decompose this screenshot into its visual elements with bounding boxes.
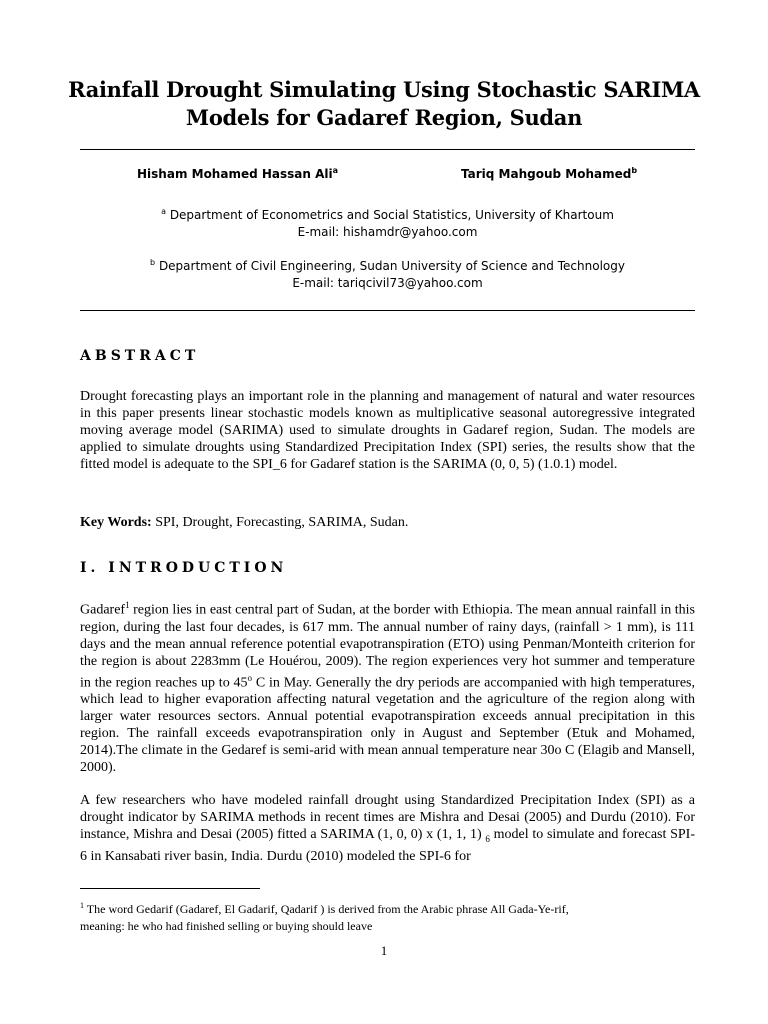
- affiliation-a: $^a$ Department of Econometrics and Social Statistics, University of Khartoum E-mail: hishamdr@yahoo.com: [80, 203, 695, 241]
- title-line-1: Rainfall Drought Simulating Using Stochastic SARIMA: [68, 77, 700, 102]
- email-b: E-mail: tariqcivil73@yahoo.com: [292, 276, 483, 290]
- footnote: $^1$ The word Gedarif (Gadaref, El Gadarif, Qadarif ) is derived from the Arabic phrase All Gada-Ye-rif, meaning: he who had finished selling or buying should leave: [80, 901, 569, 933]
- email-a: E-mail: hishamdr@yahoo.com: [297, 225, 478, 239]
- affiliation-rule: [80, 310, 695, 311]
- title-line-2: Models for Gadaref Region, Sudan: [185, 105, 583, 130]
- affiliation-b: $^b$ Department of Civil Engineering, Sudan University of Science and Technology E-mail: tariqcivil73@yahoo.com: [80, 254, 695, 292]
- abstract-text: Drought forecasting plays an important role in the planning and management of natural and water resources in this paper presents linear stochastic models known as multiplicative seasonal autoregressive integrated moving average model (SARIMA) used to simulate droughts in Gadaref region, Sudan. The models are applied to simulate droughts using Standardized Precipitation Index (SPI) series, the results show that the fitted model is adequate to the SPI_6 for Gadaref station is the SARIMA (0, 0, 5) (1.0.1) model.: [80, 389, 695, 472]
- introduction-heading: I. INTRODUCTION: [80, 560, 288, 576]
- keywords: Key Words: SPI, Drought, Forecasting, SARIMA, Sudan.: [80, 515, 409, 530]
- footnote-rule: [80, 888, 260, 889]
- introduction-paragraph-2: A few researchers who have modeled rainfall drought using Standardized Precipitation Index (SPI) as a drought indicator by SARIMA methods in recent times are Mishra and Desai (2005) and Durdu (2010). For instance, Mishra and Desai (2005) fitted a SARIMA (1, 0, 0) x (1, 1, 1) $_6$ model to simulate and forecast SPI-6 in Kansabati river basin, India. Durdu (2010) modeled the SPI-6 for: [80, 793, 695, 864]
- author-2: Tariq Mahgoub Mohamed$^b$: [461, 166, 638, 181]
- author-1: Hisham Mohamed Hassan Ali$^a$: [137, 166, 339, 181]
- abstract-heading: ABSTRACT: [80, 348, 200, 364]
- paper-title: [60, 76, 708, 132]
- introduction-paragraph-1: Gadaref$^1$ region lies in east central part of Sudan, at the border with Ethiopia. The mean annual rainfall in this region, during the last four decades, is 617 mm. The annual number of rainy days, (rainfall > 1 mm), is 111 days and the mean annual reference potential evapotranspiration (ETO) using Penman/Monteith criterion for the region is about 2283mm (Le Houérou, 2009). The region experiences very hot summer and temperature in the region reaches up to 45$^o$ C in May. Generally the dry periods are accompanied with high temperatures, which lead to higher evaporation affecting natural vegetation and the agriculture of the region along with larger water resources sectors. Annual potential evapotranspiration exceeds annual precipitation in this region. The rainfall exceeds evapotranspiration only in August and September (Etuk and Mohamed, 2014).The climate in the Gedaref is semi-arid with mean annual temperature near 30o C (Elagib and Mansell, 2000).: [80, 600, 695, 776]
- page-number: 1: [380, 943, 388, 958]
- top-rule: [80, 149, 695, 150]
